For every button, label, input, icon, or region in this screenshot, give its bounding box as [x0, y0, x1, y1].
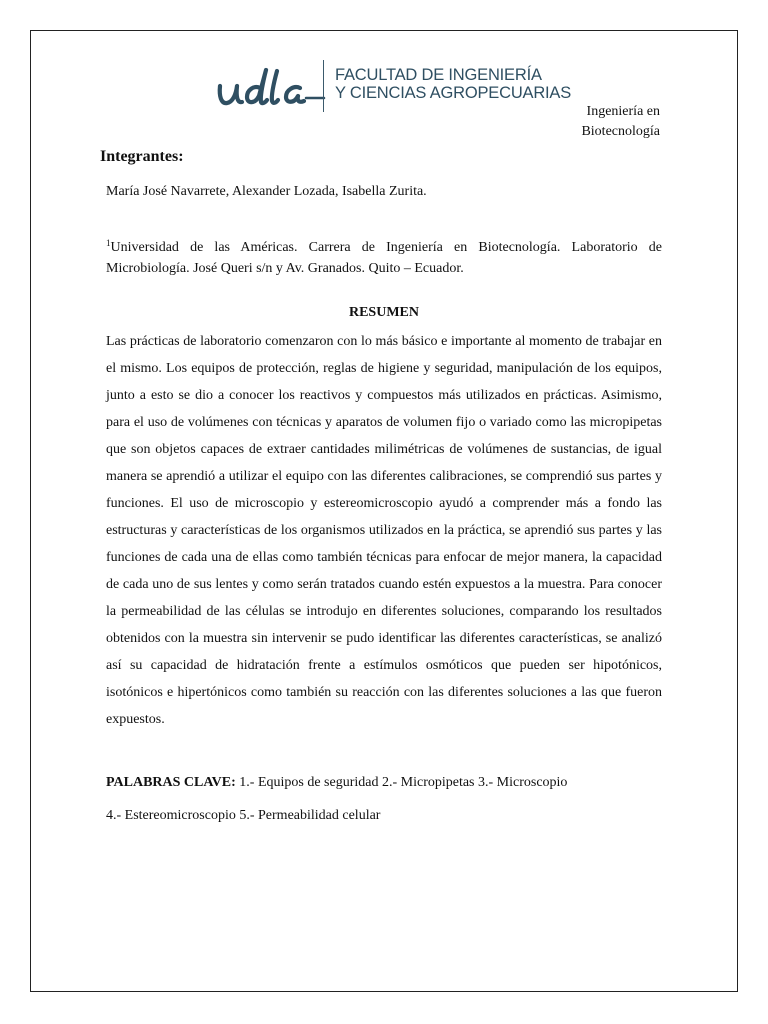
keywords-items-1: 1.- Equipos de seguridad 2.- Micropipetas 3.- Microscopio: [235, 775, 568, 790]
faculty-name-line2: Y CIENCIAS AGROPECUARIAS: [335, 84, 572, 102]
abstract-body: Las prácticas de laboratorio comenzaron con lo más básico e importante al momento de trabajar en el mismo. Los equipos de protección, reglas de higiene y seguridad, manipulación de los equipos, junto a esto se dio a conocer los reactivos y compuestos más utilizados en prácticas. Asimismo, para el uso de volúmenes con técnicas y aparatos de volumen fijo o variado como las micropipetas que son objetos capaces de extraer cantidades milimétricas de volúmenes de sustancias, de igual manera se aprendió a utilizar el equipo con las diferentes calibraciones, se comprendió sus partes y funciones. El uso de microscopio y estereomicroscopio ayudó a comprender más a fondo las estructuras y características de los organismos utilizados en la práctica, se aprendió sus partes y las funciones de cada una de ellas como también técnicas para enfocar de mejor manera, la capacidad de cada uno de sus lentes y como serán tratados cuando estén expuestos a la muestra. Para conocer la permeabilidad de las células se introdujo en diferentes soluciones, comparando los resultados obtenidos con la muestra sin intervenir se pudo identificar las diferentes características, se analizó así su capacidad de hidratación frente a estímulos osmóticos que pueden ser hipotónicos, isotónicos e hipertónicos como también su reacción con las diferentes soluciones a las que fueron expuestos.: [106, 334, 662, 727]
faculty-name-line1: FACULTAD DE INGENIERÍA: [335, 66, 542, 84]
keywords-line2: 4.- Estereomicroscopio 5.- Permeabilidad celular: [106, 808, 381, 823]
keywords-line1: [106, 775, 567, 791]
keywords-label: PALABRAS CLAVE:: [106, 775, 236, 790]
affiliation-text: Universidad de las Américas. Carrera de Ingeniería en Biotecnología. Laboratorio de Microbiología. José Queri s/n y Av. Granados. Quito – Ecuador.: [106, 240, 662, 276]
program-line2: Biotecnología: [581, 124, 660, 139]
logo-divider: [323, 60, 324, 112]
integrantes-heading: Integrantes:: [100, 148, 184, 165]
program-name: [581, 102, 660, 142]
affiliation-marker: 1: [106, 238, 111, 248]
faculty-name: [335, 66, 571, 102]
affiliation: [106, 233, 662, 279]
udla-logo-icon: [214, 66, 326, 114]
authors-list: María José Navarrete, Alexander Lozada, Isabella Zurita.: [106, 184, 427, 199]
resumen-title: RESUMEN: [348, 305, 419, 320]
program-line1: Ingeniería en: [586, 104, 660, 119]
